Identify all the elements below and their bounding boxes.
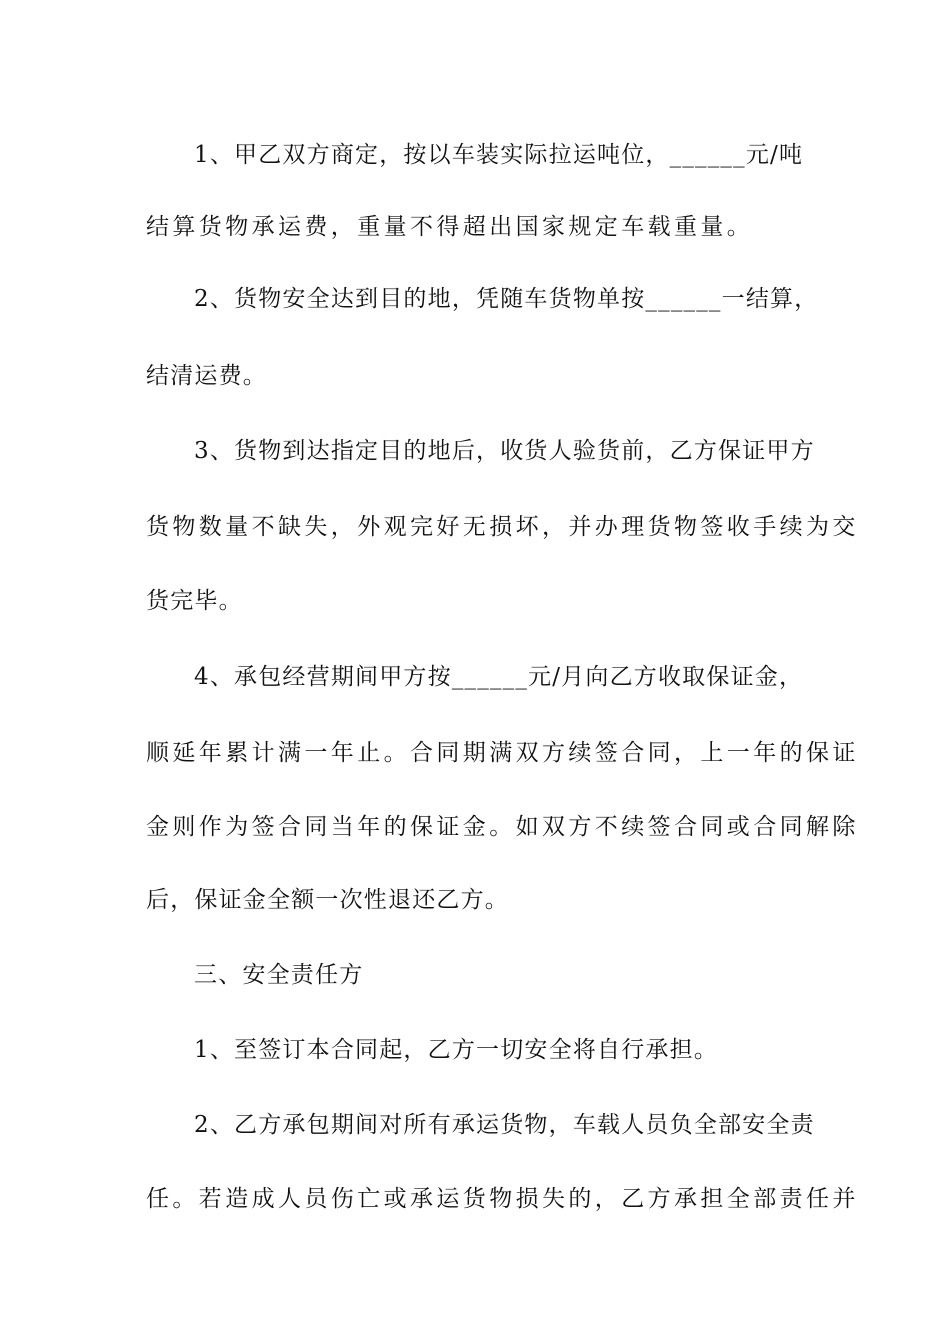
paragraph-6-line-1: 2、乙方承包期间对所有承运货物，车载人员负全部安全责 xyxy=(194,1112,815,1138)
paragraph-6-line-2: 任。若造成人员伤亡或承运货物损失的，乙方承担全部责任并 xyxy=(146,1186,859,1212)
paragraph-4-line-4: 后，保证金全额一次性退还乙方。 xyxy=(146,887,509,913)
section-heading: 三、安全责任方 xyxy=(194,962,364,988)
paragraph-2-line-1: 2、货物安全达到目的地，凭随车货物单按______一结算， xyxy=(194,286,819,312)
paragraph-4-line-2: 顺延年累计满一年止。合同期满双方续签合同，上一年的保证 xyxy=(146,740,859,766)
paragraph-1-line-1: 1、甲乙双方商定，按以车装实际拉运吨位，______元/吨 xyxy=(194,142,804,168)
paragraph-2-line-2: 结清运费。 xyxy=(146,363,267,389)
paragraph-4-line-1: 4、承包经营期间甲方按______元/月向乙方收取保证金， xyxy=(194,664,804,690)
paragraph-3-line-3: 货完毕。 xyxy=(146,588,243,614)
paragraph-1-line-2: 结算货物承运费，重量不得超出国家规定车载重量。 xyxy=(146,214,754,240)
paragraph-3-line-1: 3、货物到达指定目的地后，收货人验货前，乙方保证甲方 xyxy=(194,438,815,464)
paragraph-4-line-3: 金则作为签合同当年的保证金。如双方不续签合同或合同解除 xyxy=(146,814,859,840)
paragraph-3-line-2: 货物数量不缺失，外观完好无损坏，并办理货物签收手续为交 xyxy=(146,514,859,540)
paragraph-5-line-1: 1、至签订本合同起，乙方一切安全将自行承担。 xyxy=(194,1037,719,1063)
